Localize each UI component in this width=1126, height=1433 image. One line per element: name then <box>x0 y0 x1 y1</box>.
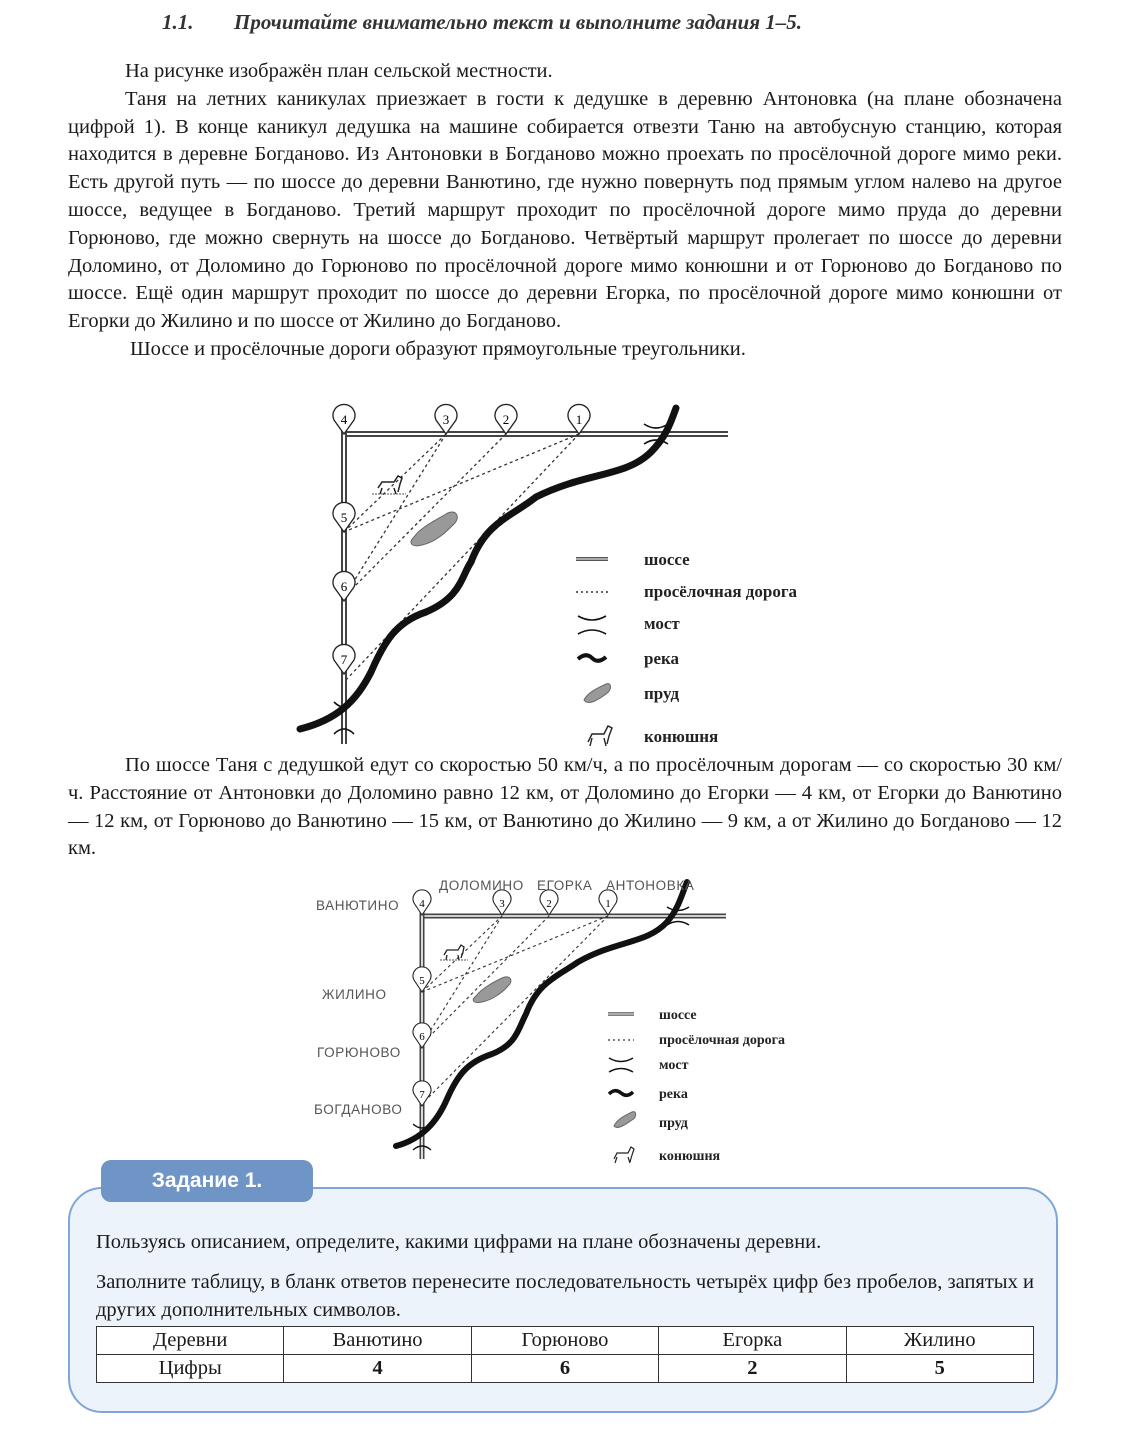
marker-3 <box>435 404 457 434</box>
task-1-instruction: Пользуясь описанием, определите, какими цифрами на плане обозначены деревни. <box>96 1231 822 1253</box>
svg-text:5: 5 <box>419 975 425 987</box>
table-cell: Горюново <box>471 1327 658 1355</box>
intro-triangles-note: Шоссе и просёлочные дороги образуют прямоугольные треугольники. <box>130 337 746 360</box>
map-legend <box>608 1008 785 1164</box>
pond <box>473 977 511 1003</box>
label-bogdanovo: БОГДАНОВО <box>314 1102 403 1117</box>
label-dolomino: ДОЛОМИНО <box>439 878 524 893</box>
intro-paragraph: Таня на летних каникулах приезжает в гости к дедушке в деревню Антоновка (на плане обозначена цифрой 1). В конце каникул дедушка на машине собирается отвезти Таню на автобусную станцию, которая находится в деревне Богданово. Из Антоновки в Богданово можно проехать по просёлочной дороге мимо реки. Есть другой путь — по шоссе до деревни Ванютино, где нужно повернуть под прямым углом налево на другое шоссе, ведущее в Богданово. Третий маршрут проходит по просёлочной дороге мимо пруда до деревни Горюново, где можно свернуть на шоссе до Богданово. Четвёртый маршрут пролегает по шоссе до деревни Доломино, от Доломино до Горюново по просёлочной дороге мимо конюшни и от Горюново до Богданово по шоссе. Ещё один маршрут проходит по шоссе до деревни Егорка, по просёлочной дороге мимо конюшни от Егорки до Жилино и по шоссе от Жилино до Богданово. <box>68 87 1062 333</box>
answer-table <box>96 1326 1034 1383</box>
label-goryunovo: ГОРЮНОВО <box>317 1045 401 1060</box>
section-title: Прочитайте внимательно текст и выполните задания 1–5. <box>234 10 803 34</box>
stable-icon <box>372 476 406 494</box>
marker-7 <box>333 644 355 674</box>
table-cell: Деревни <box>97 1327 284 1355</box>
table-cell: Цифры <box>97 1355 284 1383</box>
section-heading <box>162 10 802 35</box>
marker-3 <box>493 890 511 915</box>
table-row <box>97 1355 1034 1383</box>
village-map <box>296 402 830 752</box>
section-number: 1.1. <box>162 10 194 34</box>
labeled-village-map <box>312 874 812 1164</box>
label-vanyutino: ВАНЮТИНО <box>316 898 400 913</box>
marker-1 <box>599 890 617 915</box>
answer-cell[interactable]: 6 <box>471 1355 658 1383</box>
speed-distance-text: По шоссе Таня с дедушкой едут со скоростью 50 км/ч, а по просёлочным дорогам — со скоростью 30 км/ч. Расстояние от Антоновки до Доломино равно 12 км, от Доломино до Егорки — 4 км, от Егорки до Ванютино — 12 км, от Горюново до Ванютино — 15 км, от Ванютино до Жилино — 9 км, а от Жилино до Богданово — 12 км. <box>68 754 1062 860</box>
table-cell: Егорка <box>659 1327 846 1355</box>
svg-text:6: 6 <box>419 1031 425 1043</box>
legend-dirt-road: просёлочная дорога <box>644 582 798 601</box>
label-zhilino: ЖИЛИНО <box>322 987 387 1002</box>
marker-6 <box>413 1023 431 1048</box>
marker-5 <box>333 502 355 532</box>
svg-text:4: 4 <box>340 412 348 427</box>
table-cell: Ванютино <box>284 1327 471 1355</box>
answer-cell[interactable]: 4 <box>284 1355 471 1383</box>
svg-text:1: 1 <box>575 412 583 427</box>
dirt-roads <box>422 916 608 1104</box>
marker-7 <box>413 1081 431 1106</box>
svg-text:4: 4 <box>419 898 425 910</box>
bridge-icon <box>413 907 689 1150</box>
legend-bridge: мост <box>659 1058 689 1073</box>
svg-text:7: 7 <box>419 1089 425 1101</box>
legend-pond: пруд <box>659 1116 688 1131</box>
task-1-tab: Задание 1. <box>101 1160 313 1202</box>
legend-river: река <box>644 649 680 668</box>
table-row <box>97 1327 1034 1355</box>
marker-2 <box>495 404 517 434</box>
answer-cell[interactable]: 2 <box>659 1355 846 1383</box>
marker-4 <box>413 890 431 915</box>
svg-text:3: 3 <box>499 898 505 910</box>
map-legend <box>576 550 798 746</box>
legend-dirt-road: просёлочная дорога <box>659 1033 786 1048</box>
legend-highway: шоссе <box>644 550 690 569</box>
marker-2 <box>540 890 558 915</box>
svg-text:1: 1 <box>605 898 611 910</box>
svg-text:3: 3 <box>442 412 450 427</box>
river <box>300 408 676 729</box>
marker-4 <box>333 404 355 434</box>
legend-bridge: мост <box>644 614 680 633</box>
label-egorka: ЕГОРКА <box>537 878 593 893</box>
marker-6 <box>333 571 355 601</box>
dirt-roads <box>344 434 579 682</box>
pond <box>411 512 457 546</box>
svg-text:2: 2 <box>502 412 510 427</box>
stable-icon <box>440 945 468 960</box>
svg-text:5: 5 <box>340 510 348 525</box>
marker-5 <box>413 967 431 992</box>
river <box>396 882 687 1146</box>
answer-cell[interactable]: 5 <box>846 1355 1033 1383</box>
legend-highway: шоссе <box>659 1008 697 1023</box>
table-cell: Жилино <box>846 1327 1033 1355</box>
legend-pond: пруд <box>644 684 680 703</box>
legend-river: река <box>659 1087 688 1102</box>
svg-text:7: 7 <box>340 652 348 667</box>
intro-line: На рисунке изображён план сельской местности. <box>125 60 553 82</box>
legend-stable: конюшня <box>659 1149 721 1164</box>
marker-1 <box>568 404 590 434</box>
svg-text:2: 2 <box>546 898 552 910</box>
label-antonovka: АНТОНОВКА <box>606 878 695 893</box>
svg-text:6: 6 <box>340 579 348 594</box>
intro-text <box>68 58 1062 364</box>
task-1-fill-instruction: Заполните таблицу, в бланк ответов перенесите последовательность четырёх цифр без пробелов, запятых и других дополнительных символов. <box>96 1271 1034 1321</box>
legend-stable: конюшня <box>644 727 719 746</box>
